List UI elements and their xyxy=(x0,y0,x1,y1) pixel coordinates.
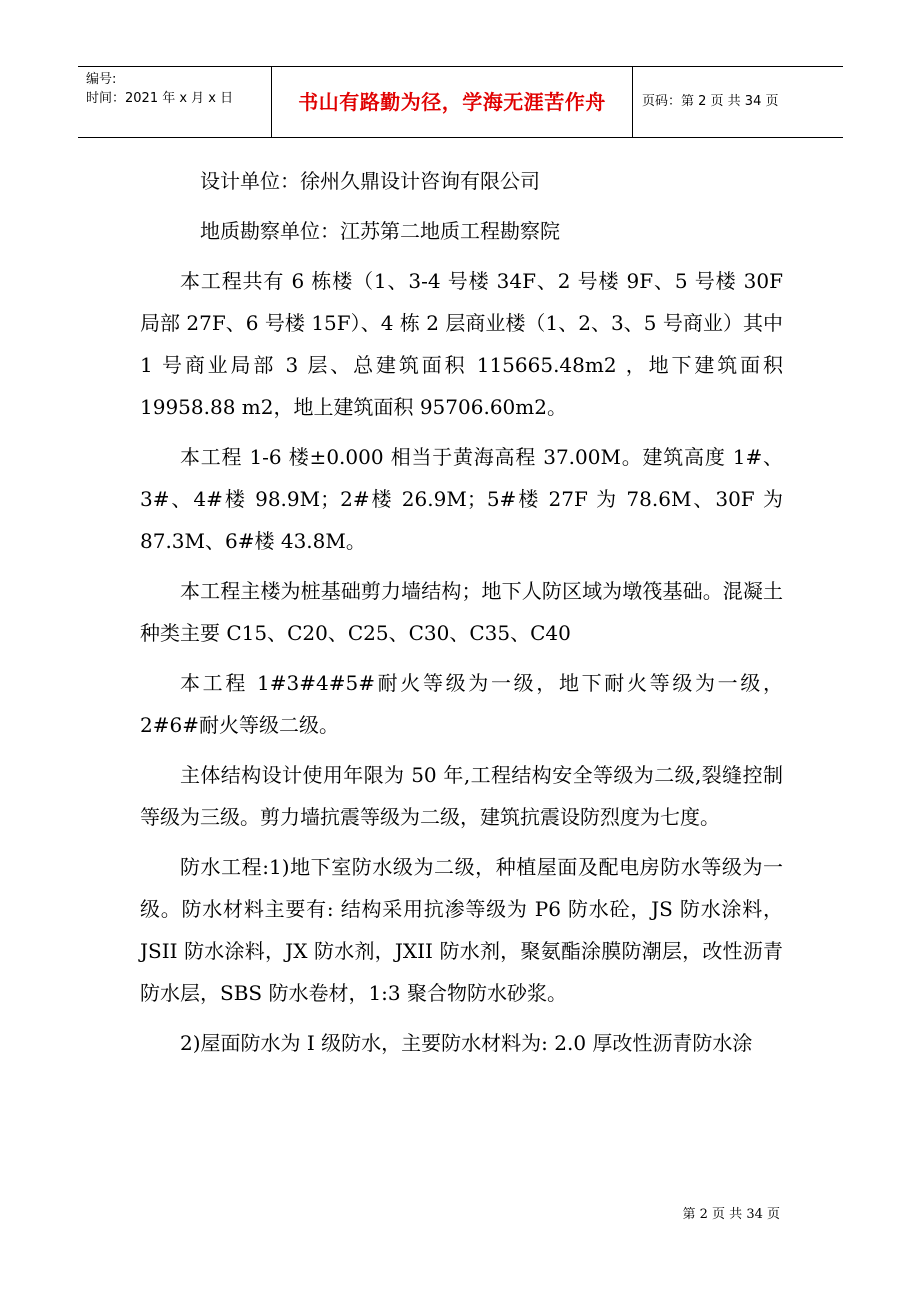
document-body xyxy=(140,160,783,1072)
header-page-info: 页码：第 2 页 共 34 页 xyxy=(642,94,779,109)
header-motto-cell xyxy=(272,67,633,137)
paragraph-waterproofing-1: 防水工程:1)地下室防水级为二级，种植屋面及配电房防水等级为一级。防水材料主要有: 结构采用抗渗等级为 P6 防水砼，JS 防水涂料，JSII 防水涂料，JX 防水剂，JXII 防水剂，聚氨酯涂膜防潮层，改性沥青防水层，SBS 防水卷材，1:3 聚合物防水砂浆。 xyxy=(140,855,783,1005)
paragraph-design-life: 主体结构设计使用年限为 50 年,工程结构安全等级为二级,裂缝控制等级为三级。剪力墙抗震等级为二级，建筑抗震设防烈度为七度。 xyxy=(140,763,783,829)
motto: 书山有路勤为径，学海无涯苦作舟 xyxy=(298,90,606,114)
paragraph-waterproofing-2: 2)屋面防水为 I 级防水，主要防水材料为: 2.0 厚改性沥青防水涂 xyxy=(180,1031,753,1055)
paragraph-building-overview: 本工程共有 6 栋楼（1、3-4 号楼 34F、2 号楼 9F、5 号楼 30F 局部 27F、6 号楼 15F）、4 栋 2 层商业楼（1、2、3、5 号商业）其中 1 号商业局部 3 层、总建筑面积 115665.48m2 ，地下建筑面积 19958.88 m2，地上建筑面积 95706.60m2。 xyxy=(140,269,783,419)
paragraph-design-unit: 设计单位：徐州久鼎设计咨询有限公司 xyxy=(200,169,540,193)
header-info-cell xyxy=(78,67,272,137)
header-page-cell xyxy=(634,67,843,137)
paragraph-fire-rating: 本工程 1#3#4#5#耐火等级为一级，地下耐火等级为一级，2#6#耐火等级二级。 xyxy=(140,671,783,737)
paragraph-elevation-heights: 本工程 1-6 楼±0.000 相当于黄海高程 37.00M。建筑高度 1#、3#、4#楼 98.9M；2#楼 26.9M；5#楼 27F 为 78.6M、30F 为 87.3M、6#楼 43.8M。 xyxy=(140,445,783,553)
number-label: 编号: xyxy=(86,72,117,87)
paragraph-structure: 本工程主楼为桩基础剪力墙结构；地下人防区域为墩筏基础。混凝土种类主要 C15、C20、C25、C30、C35、C40 xyxy=(140,579,783,645)
time-label: 时间：2021 年 x 月 x 日 xyxy=(86,91,234,106)
paragraph-survey-unit: 地质勘察单位：江苏第二地质工程勘察院 xyxy=(200,219,560,243)
page-footer: 第 2 页 共 34 页 xyxy=(682,1207,780,1222)
page-header xyxy=(78,66,843,138)
